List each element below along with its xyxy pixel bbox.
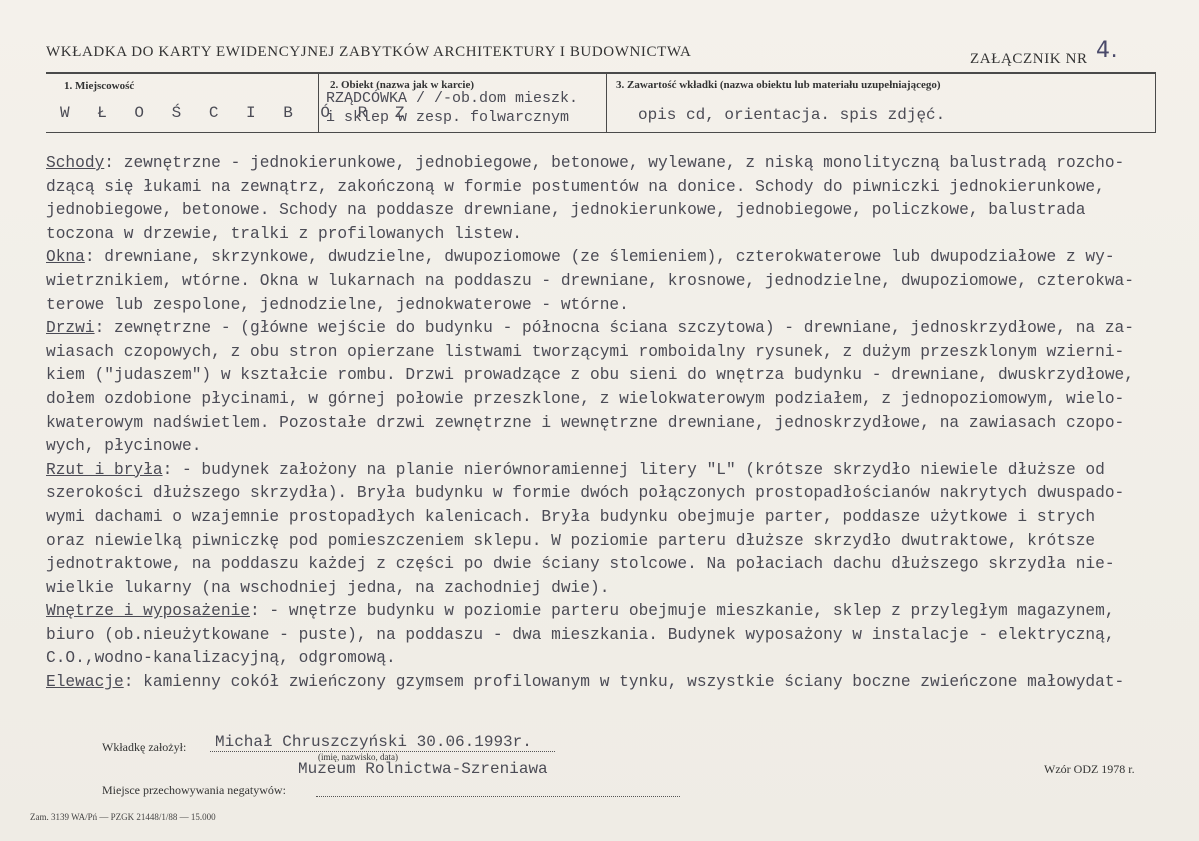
- negatives-location-label: Miejsce przechowywania negatywów:: [102, 783, 286, 797]
- section-heading-okna: Okna: [46, 248, 85, 267]
- attachment-number-value: 4.: [1095, 38, 1119, 63]
- contents-value: opis cd, orientacja. spis zdjęć.: [638, 106, 946, 124]
- text-line: wietrznikiem, wtórne. Okna w lukarnach na poddaszu - drewniane, krosnowe, jednodzielne, dwupoziomowe, czterokwa-: [46, 271, 1134, 290]
- text-line: jednotraktowe, na poddaszu każdej z części po dwie ściany stolcowe. Na połaciach dachu dłuższego skrzydła nie-: [46, 555, 1115, 574]
- section-heading-rzut: Rzut i bryła: [46, 460, 163, 479]
- header-top-rule: [46, 72, 1156, 74]
- print-info: Zam. 3139 WA/Pń — PZGK 21448/1/88 — 15.000: [30, 812, 216, 822]
- text-line: jednobiegowe, betonowe. Schody na poddasze drewniane, jednokierunkowe, jednobiegowe, policzkowe, balustrada: [46, 201, 1086, 220]
- text-line: kwaterowym nadświetlem. Pozostałe drzwi zewnętrzne i wewnętrzne drewniane, jednoskrzydłowe, na zawiasach czopo-: [46, 413, 1125, 432]
- box1-label: 1. Miejscowość: [64, 80, 135, 92]
- text-line: toczona w drzewie, tralki z profilowanych listew.: [46, 224, 522, 243]
- text-line: dzącą się łukami na zewnątrz, zakończoną w formie postumentów na donice. Schody do piwniczki jednokierunkowe,: [46, 177, 1105, 196]
- form-model-label: Wzór ODZ 1978 r.: [1044, 762, 1135, 776]
- locality-value: W Ł O Ś C I B Ó R Z: [60, 104, 414, 122]
- attachment-number: [970, 38, 1119, 69]
- attachment-label: ZAŁĄCZNIK NR: [970, 51, 1088, 67]
- text-line: biuro (ob.nieużytkowane - puste), na poddaszu - dwa mieszkania. Budynek wyposażony w instalacje - elektryczną,: [46, 625, 1115, 644]
- created-by-value: Michał Chruszczyński 30.06.1993r.: [215, 733, 532, 751]
- description-text: [46, 152, 1156, 695]
- box3-label: 3. Zawartość wkładki (nazwa obiektu lub materiału uzupełniającego): [616, 79, 941, 91]
- text-line: wych, płycinowe.: [46, 437, 202, 456]
- section-heading-drzwi: Drzwi: [46, 319, 95, 338]
- box-divider-1: [318, 73, 319, 133]
- text-line: : kamienny cokół zwieńczony gzymsem profilowanym w tynku, wszystkie ściany boczne zwieńczone małowydat-: [123, 673, 1125, 692]
- negatives-location-dotted-line: [316, 796, 680, 797]
- text-line: dołem ozdobione płycinami, w górnej połowie przeszklone, z wielokwaterowym podziałem, z jednopoziomowym, wielo-: [46, 389, 1125, 408]
- object-line-2: i sklep w zesp. folwarcznym: [326, 109, 570, 126]
- created-by-label: Wkładkę założył:: [102, 740, 187, 754]
- text-line: : zewnętrzne - jednokierunkowe, jednobiegowe, betonowe, wylewane, z niską monolityczną balustradą rozcho-: [104, 154, 1125, 172]
- text-line: terowe lub zespolone, jednodzielne, jednokwaterowe - wtórne.: [46, 295, 629, 314]
- text-line: : - wnętrze budynku w poziomie parteru obejmuje mieszkanie, sklep z przyległym magazynem,: [250, 602, 1115, 621]
- section-heading-elewacje: Elewacje: [46, 673, 124, 692]
- box-divider-3: [1155, 73, 1156, 133]
- box-divider-2: [606, 73, 607, 133]
- institution-value: Muzeum Rolnictwa-Szreniawa: [298, 760, 548, 778]
- section-heading-wnetrze: Wnętrze i wyposażenie: [46, 602, 250, 621]
- text-line: kiem ("judaszem") w kształcie rombu. Drzwi prowadzące z obu sieni do wnętrza budynku - drewniane, dwuskrzydłowe,: [46, 366, 1134, 385]
- text-line: wielkie lukarny (na wschodniej jedna, na zachodniej dwie).: [46, 578, 610, 597]
- text-line: : drewniane, skrzynkowe, dwudzielne, dwupoziomowe (ze ślemieniem), czterokwaterowe lub dwupodziałowe z wy-: [84, 248, 1115, 267]
- header-bottom-rule: [46, 132, 1156, 133]
- created-by-hint: (imię, nazwisko, data): [318, 752, 398, 762]
- text-line: : zewnętrzne - (główne wejście do budynku - północna ściana szczytowa) - drewniane, jednoskrzydłowe, na za-: [94, 319, 1134, 338]
- text-line: : - budynek założony na planie nierównoramiennej litery "L" (krótsze skrzydło niewiele dłuższe od: [162, 460, 1105, 479]
- box2-label: 2. Obiekt (nazwa jak w karcie): [330, 79, 475, 91]
- text-line: szerokości dłuższego skrzydła). Bryła budynku w formie dwóch połączonych prostopadłościanów nakrytych dwuspado-: [46, 484, 1125, 503]
- text-line: C.O.,wodno-kanalizacyjną, odgromową.: [46, 649, 396, 668]
- form-title: WKŁADKA DO KARTY EWIDENCYJNEJ ZABYTKÓW ARCHITEKTURY I BUDOWNICTWA: [46, 44, 692, 60]
- text-line: wymi dachami o wzajemnie prostopadłych kalenicach. Bryła budynku obejmuje parter, poddasze użytkowe i strych: [46, 507, 1096, 526]
- text-line: wiasach czopowych, z obu stron opierzane listwami tworzącymi romboidalny rysunek, z dużym przeszklonym wzierni-: [46, 342, 1125, 361]
- text-line: oraz niewielką piwniczkę pod pomieszczeniem sklepu. W poziomie parteru dłuższe skrzydło dwutraktowe, krótsze: [46, 531, 1096, 550]
- object-line-1: RZĄDCÓWKA / /-ob.dom mieszk.: [326, 90, 579, 107]
- section-heading-schody: Schody: [46, 154, 105, 172]
- object-value: [326, 89, 578, 127]
